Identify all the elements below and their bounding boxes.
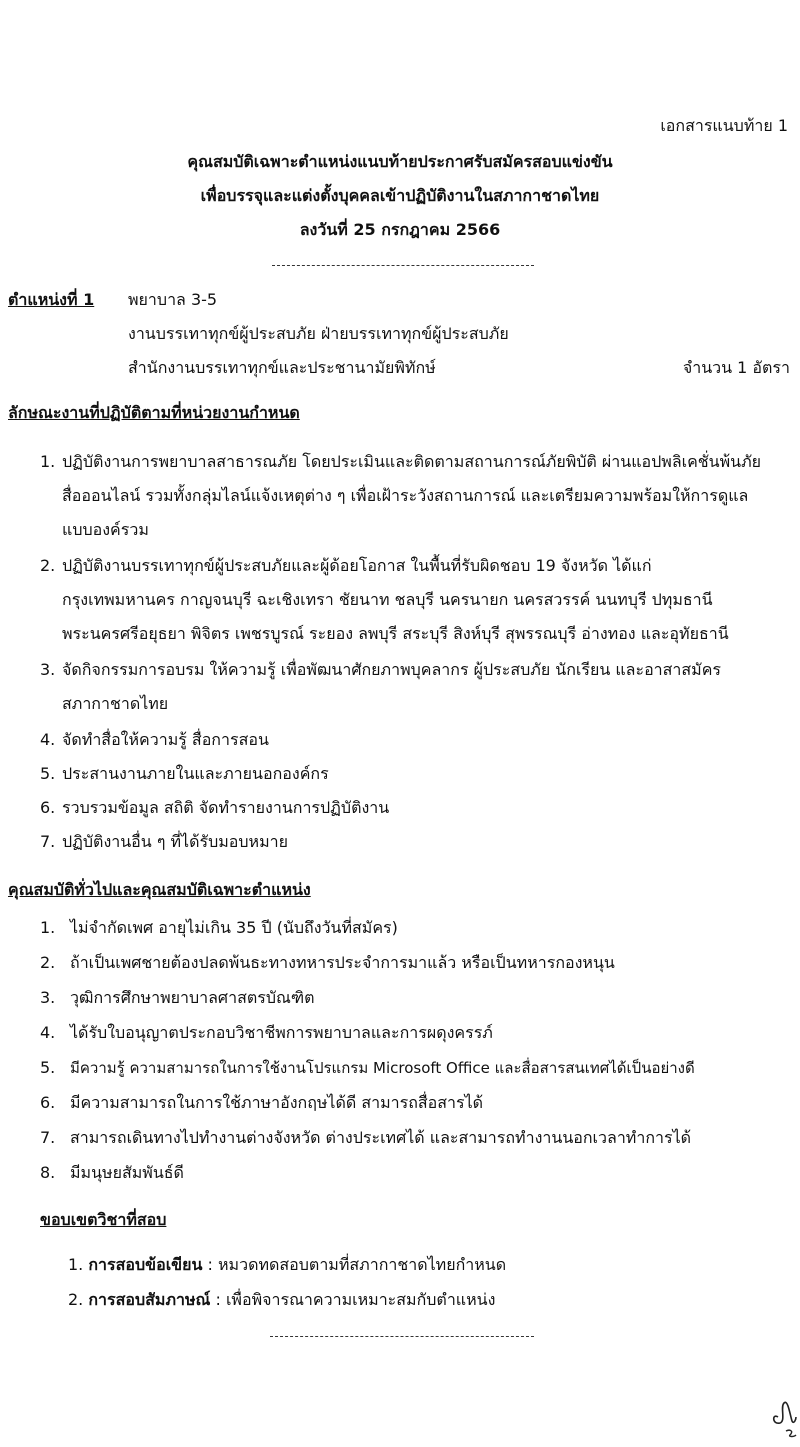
separator-top bbox=[272, 265, 534, 266]
position-unit-line-1: งานบรรเทาทุกข์ผู้ประสบภัย ฝ่ายบรรเทาทุกข์ผู้ประสบภัย bbox=[128, 324, 509, 343]
position-label: ตำแหน่งที่ 1 bbox=[8, 290, 95, 309]
position-unit-line-2: สำนักงานบรรเทาทุกข์และประชานามัยพิทักษ์ bbox=[128, 358, 436, 377]
position-quota: จำนวน 1 อัตรา bbox=[682, 358, 790, 377]
duties-heading: ลักษณะงานที่ปฏิบัติตามที่หน่วยงานกำหนด bbox=[8, 403, 300, 422]
exam-item-2: 2. การสอบสัมภาษณ์ : เพื่อพิจารณาความเหมาะสมกับตำแหน่ง bbox=[68, 1290, 496, 1309]
position-title: พยาบาล 3-5 bbox=[128, 290, 218, 309]
title-line-3: ลงวันที่ 25 กรกฎาคม 2566 bbox=[299, 220, 501, 239]
title-line-2: เพื่อบรรจุและแต่งตั้งบุคคลเข้าปฏิบัติงานในสภากาชาดไทย bbox=[200, 186, 600, 205]
title-line-1: คุณสมบัติเฉพาะตำแหน่งแนบท้ายประกาศรับสมัครสอบแข่งขัน bbox=[187, 152, 613, 171]
attachment-label: เอกสารแนบท้าย 1 bbox=[660, 116, 788, 135]
exam-heading: ขอบเขตวิชาที่สอบ bbox=[40, 1210, 167, 1229]
qualifications-heading: คุณสมบัติทั่วไปและคุณสมบัติเฉพาะตำแหน่ง bbox=[8, 880, 311, 899]
separator-bottom bbox=[270, 1336, 534, 1337]
handwritten-initials-icon bbox=[768, 1395, 798, 1440]
exam-item-1: 1. การสอบข้อเขียน : หมวดทดสอบตามที่สภากาชาดไทยกำหนด bbox=[68, 1255, 507, 1274]
